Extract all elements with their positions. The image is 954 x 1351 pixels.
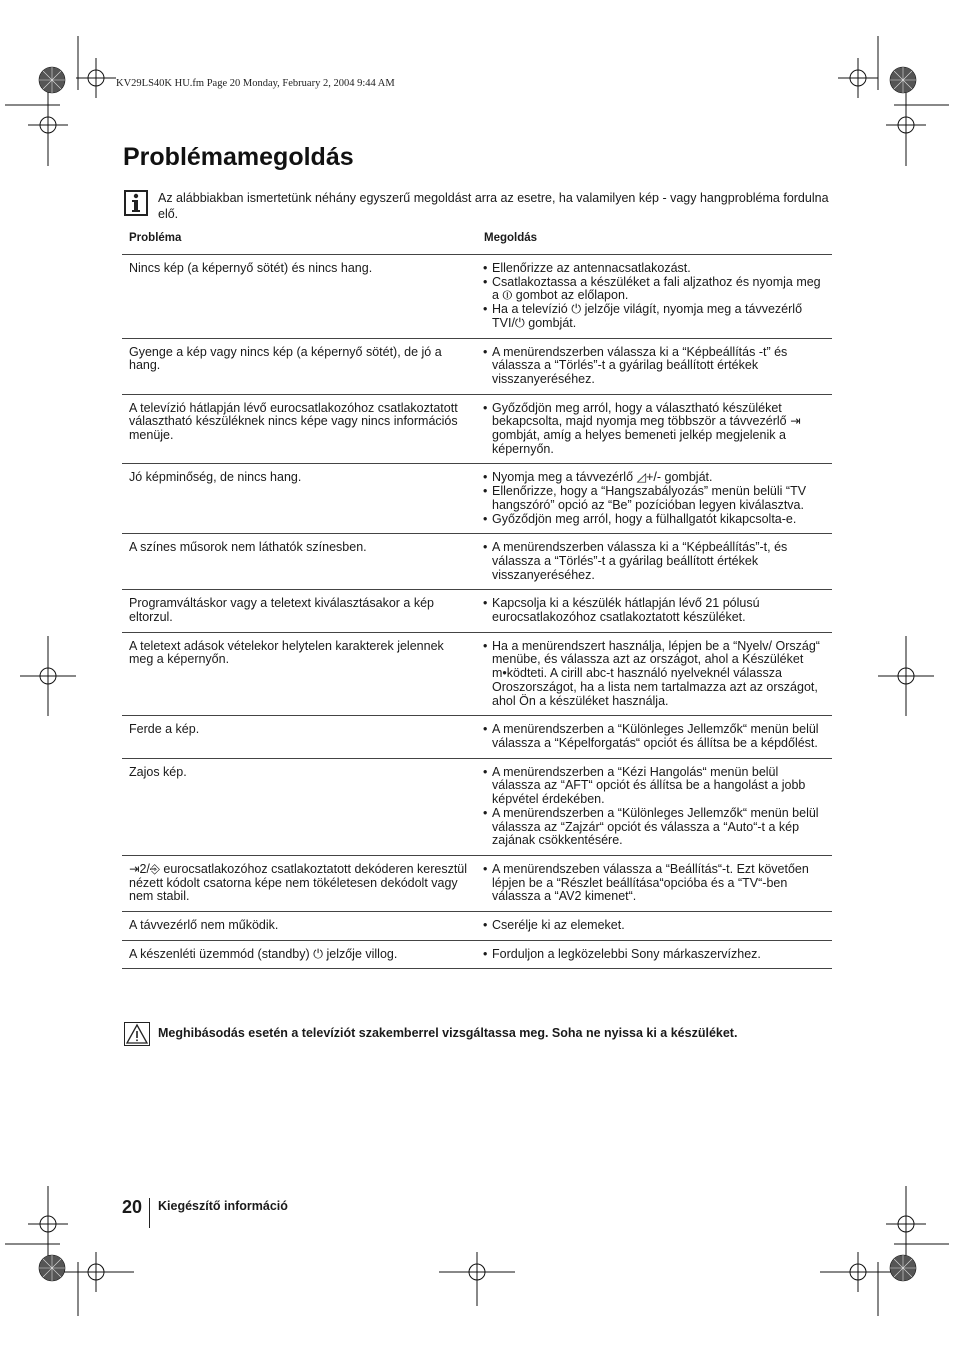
section-name: Kiegészítő információ: [158, 1199, 288, 1213]
table-row: [122, 855, 832, 911]
footer-divider: [149, 1198, 150, 1228]
solution-list: [483, 948, 826, 962]
solution-list: [483, 640, 826, 709]
solution-cell: [477, 464, 832, 534]
page-title: Problémamegoldás: [123, 143, 354, 171]
solution-cell: [477, 758, 832, 855]
page-number: 20: [122, 1197, 143, 1217]
table-row: [122, 255, 832, 339]
solution-cell: [477, 255, 832, 339]
table-header-row: [122, 227, 832, 255]
solution-cell: [477, 632, 832, 716]
file-header: KV29LS40K HU.fm Page 20 Monday, February 2, 2004 9:44 AM: [116, 78, 395, 89]
problem-cell: A távvezérlő nem működik.: [122, 912, 477, 941]
solution-cell: [477, 912, 832, 941]
table-row: [122, 716, 832, 758]
table-body: [122, 255, 832, 969]
table-row: [122, 912, 832, 941]
info-icon: [124, 190, 148, 216]
problem-cell: A készenléti üzemmód (standby) ⏻ jelzője villog.: [122, 940, 477, 969]
solution-item: • Nyomja meg a távvezérlő ◿+/- gombját.: [483, 471, 826, 485]
warning-text: Meghibásodás esetén a televíziót szakemberrel vizsgáltassa meg. Soha ne nyissa ki a készüléket.: [158, 1026, 738, 1040]
solution-cell: [477, 855, 832, 911]
problem-cell: Gyenge a kép vagy nincs kép (a képernyő sötét), de jó a hang.: [122, 338, 477, 394]
solution-list: [483, 471, 826, 526]
problem-cell: A televízió hátlapján lévő eurocsatlakozóhoz csatlakoztatott választható készüléknek nincs képe vagy nincs információs menüje.: [122, 394, 477, 464]
solution-cell: [477, 590, 832, 632]
solution-list: [483, 766, 826, 848]
solution-list: [483, 597, 826, 624]
solution-cell: [477, 940, 832, 969]
solution-item: • Győződjön meg arról, hogy a fülhallgatót kikapcsolta-e.: [483, 513, 826, 527]
solution-item: • Ha a televízió ⏻ jelzője világít, nyomja meg a távvezérlő TVI/⏻ gombját.: [483, 303, 826, 330]
column-header-problem: Probléma: [122, 227, 477, 255]
solution-item: • A menürendszerben válassza ki a “Képbeállítás”-t, és válassza a “Törlés”-t a gyárilag beállított értékek visszanyeréséhez.: [483, 541, 826, 582]
solution-item: • Ellenőrizze, hogy a “Hangszabályozás” menün belüli “TV hangszóró” opció az “Be” pozícióban legyen kiválasztva.: [483, 485, 826, 512]
solution-cell: [477, 338, 832, 394]
solution-item: • Kapcsolja ki a készülék hátlapján lévő 21 pólusú eurocsatlakozóhoz csatlakoztatott készüléket.: [483, 597, 826, 624]
solution-list: [483, 346, 826, 387]
table-row: [122, 464, 832, 534]
problem-cell: Programváltáskor vagy a teletext kiválasztásakor a kép eltorzul.: [122, 590, 477, 632]
problem-cell: ⇥2/⎆ eurocsatlakozóhoz csatlakoztatott dekóderen keresztül nézett kódolt csatorna képe nem tökéletesen dekódolt vagy nem stabil.: [122, 855, 477, 911]
problem-cell: A teletext adások vételekor helytelen karakterek jelennek meg a képernyőn.: [122, 632, 477, 716]
table-row: [122, 940, 832, 969]
table-row: [122, 338, 832, 394]
table-row: [122, 394, 832, 464]
solution-item: • Ha a menürendszert használja, lépjen be a “Nyelv/ Ország“ menübe, és válassza azt az országot, ahol a Készüléket m•ködteti. A cirill abc-t használó nyelveknél válassza Oroszországot, ha a lista nem tartalmazza azt az országot, ahol Ön a készüléket használja.: [483, 640, 826, 709]
solution-item: • Cserélje ki az elemeket.: [483, 919, 826, 933]
problem-cell: A színes műsorok nem láthatók színesben.: [122, 534, 477, 590]
table-row: [122, 758, 832, 855]
solution-cell: [477, 394, 832, 464]
troubleshooting-table: [122, 227, 832, 969]
solution-list: [483, 541, 826, 582]
solution-item: • A menürendszerben válassza ki a “Képbeállítás -t” és válassza a “Törlés”-t a gyárilag beállított értékek visszanyeréséhez.: [483, 346, 826, 387]
solution-list: [483, 723, 826, 750]
problem-cell: Jó képminőség, de nincs hang.: [122, 464, 477, 534]
solution-list: [483, 262, 826, 331]
problem-cell: Ferde a kép.: [122, 716, 477, 758]
warning-icon: [124, 1022, 150, 1046]
problem-cell: Nincs kép (a képernyő sötét) és nincs hang.: [122, 255, 477, 339]
table-row: [122, 534, 832, 590]
column-header-solution: Megoldás: [477, 227, 832, 255]
solution-item: • A menürendszerben a “Különleges Jellemzők“ menün belül válassza a “Képelforgatás“ opciót és állítsa be a képdőlést.: [483, 723, 826, 750]
solution-item: • Csatlakoztassa a készüléket a fali aljzathoz és nyomja meg a ⏼ gombot az előlapon.: [483, 276, 826, 303]
solution-item: • Forduljon a legközelebbi Sony márkaszervízhez.: [483, 948, 826, 962]
solution-item: • A menürendszerben a “Különleges Jellemzők“ menün belül válassza az “Zajzár“ opciót és válassza a “Auto“-t a kép zajának csökkentésére.: [483, 807, 826, 848]
solution-item: • A menürendszerben a “Kézi Hangolás“ menün belül válassza az “AFT“ opciót és állítsa be a hangolást a jobb képvétel érdekében.: [483, 766, 826, 807]
solution-item: • A menürendszeben válassza a “Beállítás“-t. Ezt követően lépjen be a “Részlet beállítása“opcióba és a “TV“-ben válassza a “AV2 kimenet“.: [483, 863, 826, 904]
intro-text: Az alábbiakban ismertetünk néhány egyszerű megoldást arra az esetre, ha valamilyen kép - vagy hangprobléma fordulna elő.: [158, 191, 829, 221]
table-row: [122, 590, 832, 632]
solution-cell: [477, 534, 832, 590]
solution-list: [483, 402, 826, 457]
solution-item: • Ellenőrizze az antennacsatlakozást.: [483, 262, 826, 276]
problem-cell: Zajos kép.: [122, 758, 477, 855]
solution-cell: [477, 716, 832, 758]
solution-list: [483, 863, 826, 904]
solution-item: • Győződjön meg arról, hogy a választható készüléket bekapcsolta, majd nyomja meg többször a távvezérlő ⇥ gombját, amíg a helyes bemeneti jelkép megjelenik a képernyőn.: [483, 402, 826, 457]
table-row: [122, 632, 832, 716]
solution-list: [483, 919, 826, 933]
